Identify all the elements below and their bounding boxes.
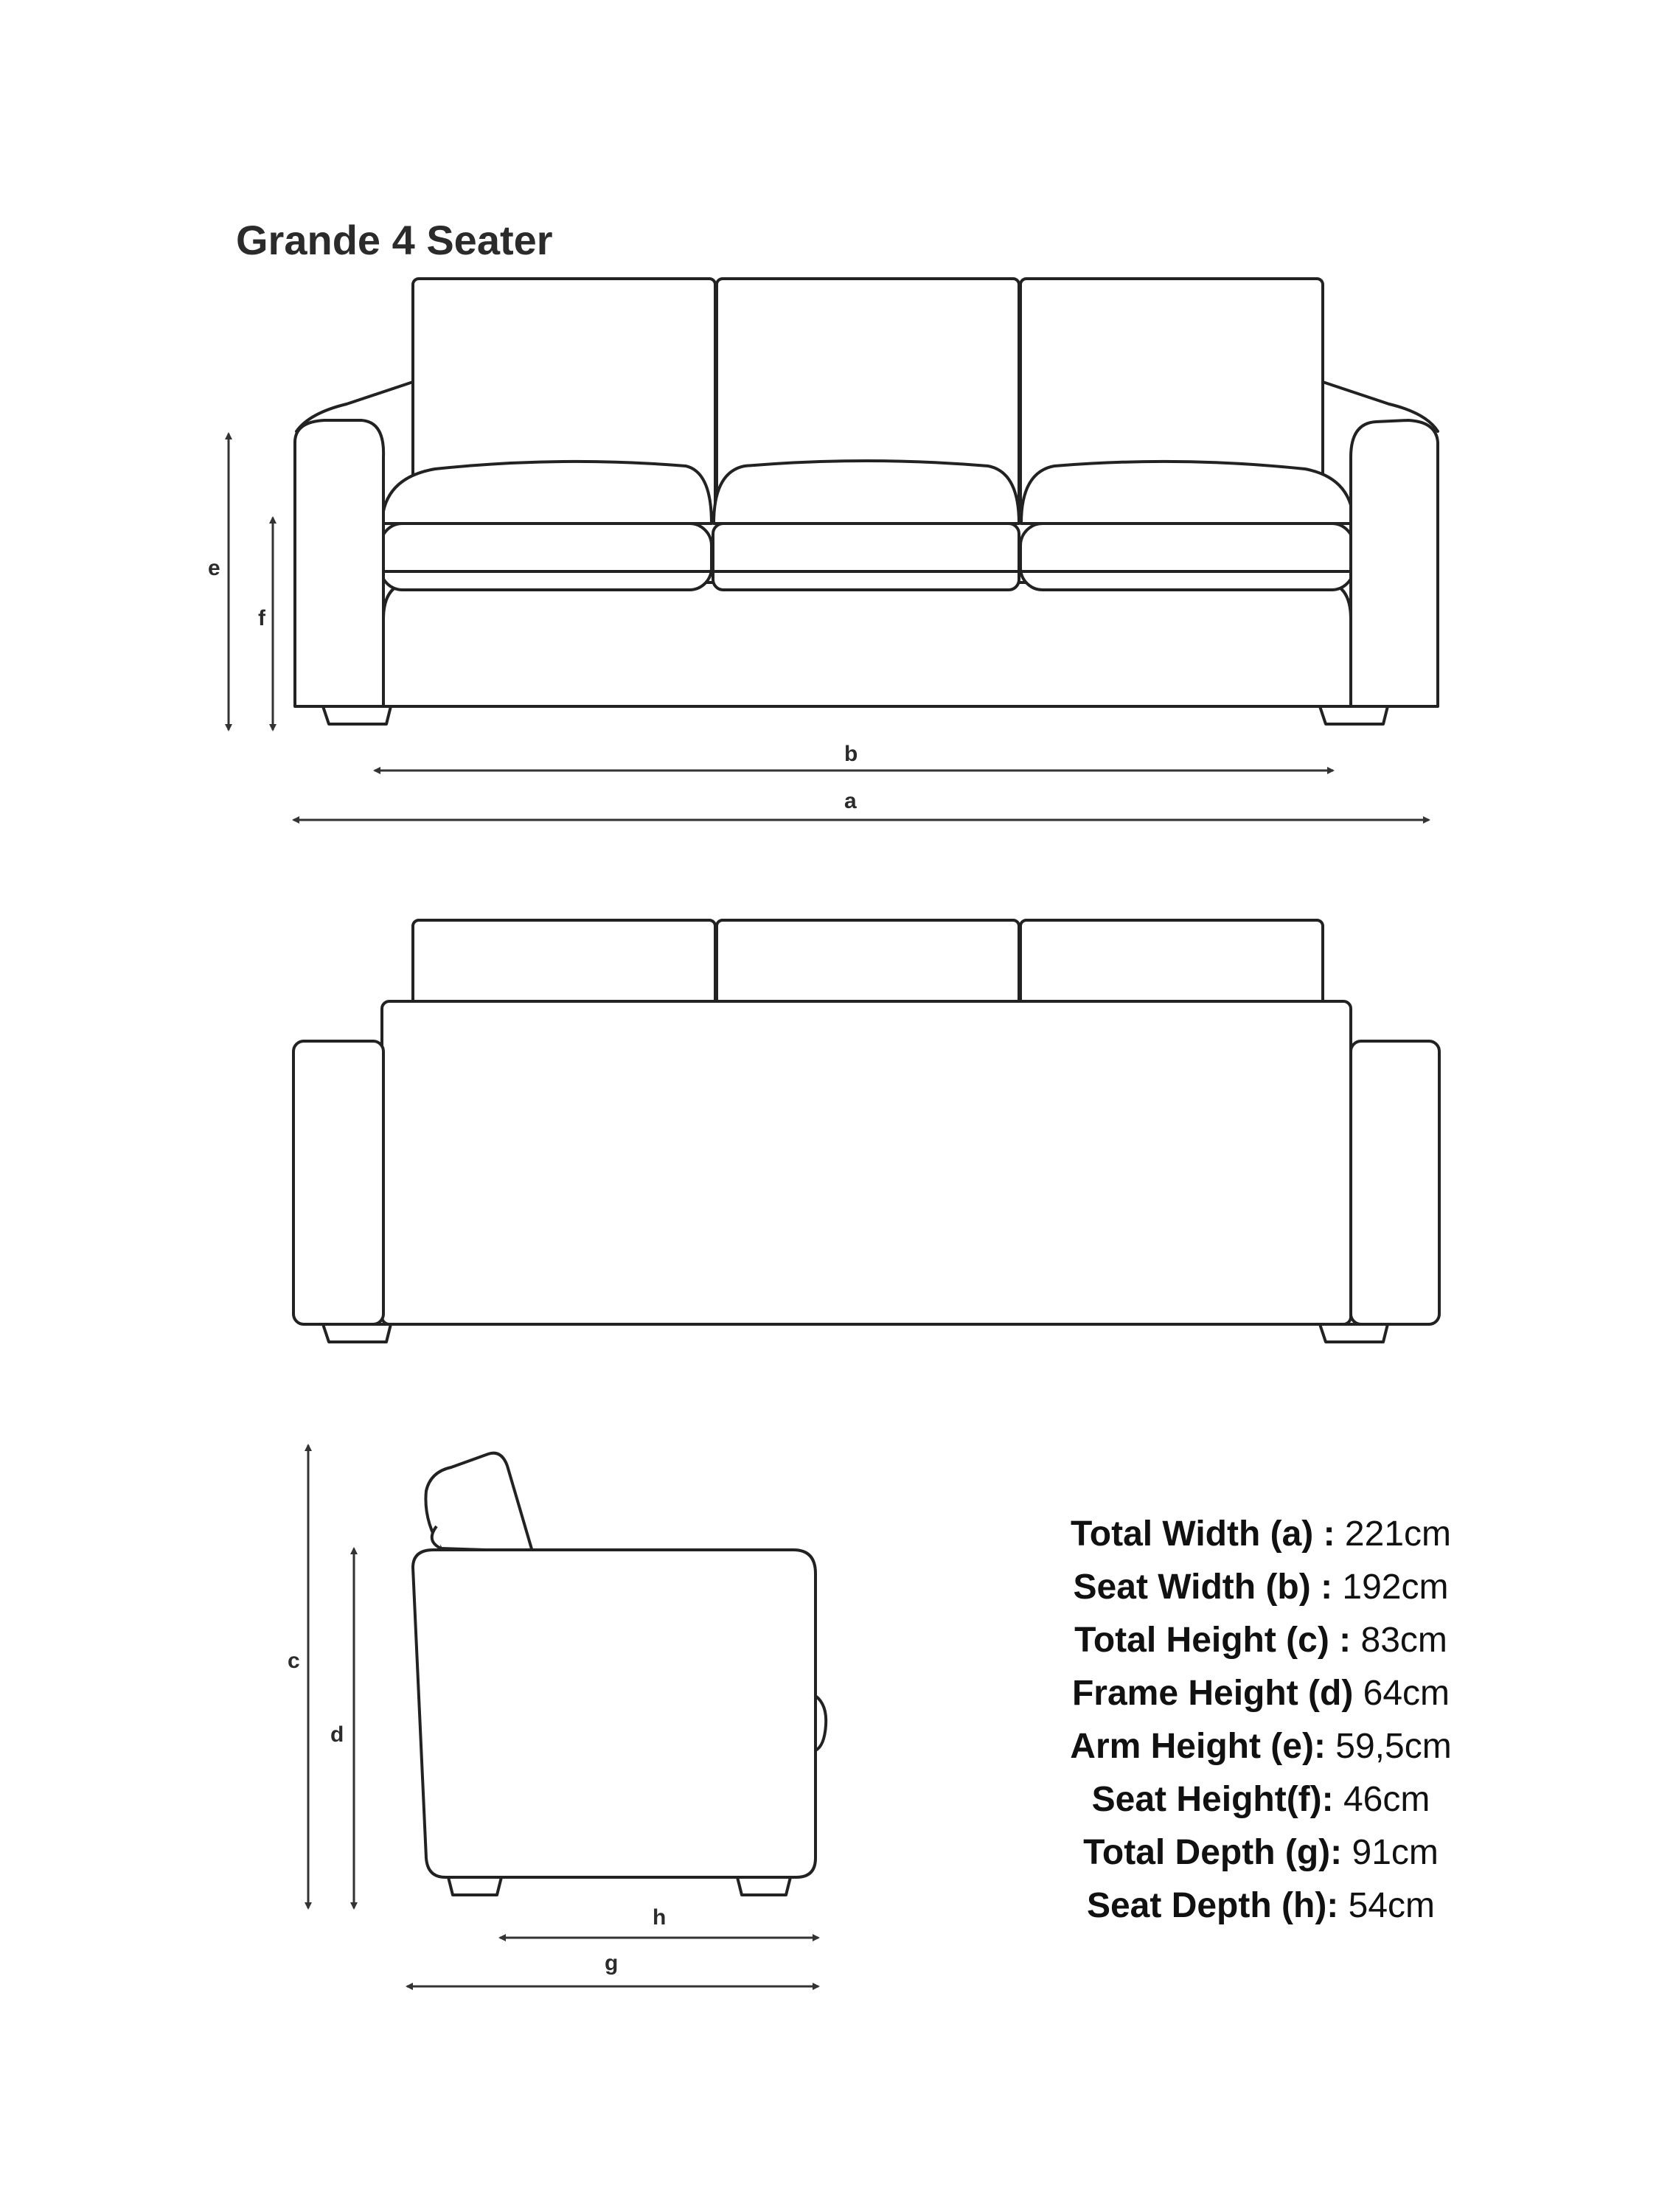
page-title: Grande 4 Seater [236, 217, 553, 263]
dimension-a [293, 789, 1429, 820]
spec-total-height: Total Height (c) : 83cm [1074, 1621, 1447, 1660]
dimension-e [208, 434, 229, 730]
spec-total-depth: Total Depth (g): 91cm [1083, 1833, 1439, 1872]
dimension-label-b: b [844, 742, 858, 766]
spec-total-width: Total Width (a) : 221cm [1071, 1514, 1451, 1554]
spec-list [1003, 1508, 1519, 1933]
front-seat-cushion-left [380, 462, 712, 590]
back-right-arm [1351, 1041, 1439, 1324]
spec-seat-depth: Seat Depth (h): 54cm [1086, 1886, 1436, 1925]
front-left-foot [323, 706, 391, 724]
dimension-h [500, 1905, 818, 1938]
front-seat-cushion-middle [713, 461, 1019, 590]
back-right-foot [1320, 1324, 1388, 1342]
spec-frame-height: Frame Height (d) 64cm [1071, 1674, 1450, 1713]
side-back-cushion [425, 1453, 532, 1551]
spec-seat-height: Seat Height(f): 46cm [1091, 1780, 1430, 1819]
side-frame [413, 1550, 815, 1877]
back-frame [382, 1001, 1351, 1324]
side-back-foot [737, 1877, 790, 1895]
dimension-label-e: e [208, 556, 220, 580]
back-cushion-middle [717, 920, 1019, 1009]
dimension-b [375, 742, 1333, 771]
dimension-label-g: g [605, 1951, 619, 1975]
dimension-label-c: c [288, 1649, 300, 1673]
back-cushion-right [1020, 920, 1323, 1009]
spec-seat-width: Seat Width (b) : 192cm [1073, 1568, 1449, 1607]
front-left-arm [295, 420, 383, 706]
dimension-label-f: f [258, 606, 265, 630]
back-cushion-left [413, 920, 715, 1009]
dimension-c [288, 1445, 308, 1908]
side-back-bump [815, 1696, 826, 1750]
back-view [293, 920, 1439, 1342]
dimension-f [258, 518, 273, 730]
dimension-g [407, 1951, 818, 1986]
front-view [295, 279, 1438, 724]
side-front-foot [448, 1877, 501, 1895]
side-view [413, 1453, 826, 1895]
spec-arm-height: Arm Height (e): 59,5cm [1070, 1727, 1452, 1766]
back-left-arm [293, 1041, 383, 1324]
front-right-foot [1320, 706, 1388, 724]
back-left-foot [323, 1324, 391, 1342]
front-base [383, 582, 1351, 706]
dimension-d [330, 1548, 354, 1908]
dimension-label-h: h [653, 1905, 667, 1930]
front-seat-cushion-right [1020, 462, 1354, 590]
dimension-label-a: a [844, 789, 857, 813]
dimension-label-d: d [330, 1722, 344, 1747]
front-right-arm [1351, 420, 1438, 706]
